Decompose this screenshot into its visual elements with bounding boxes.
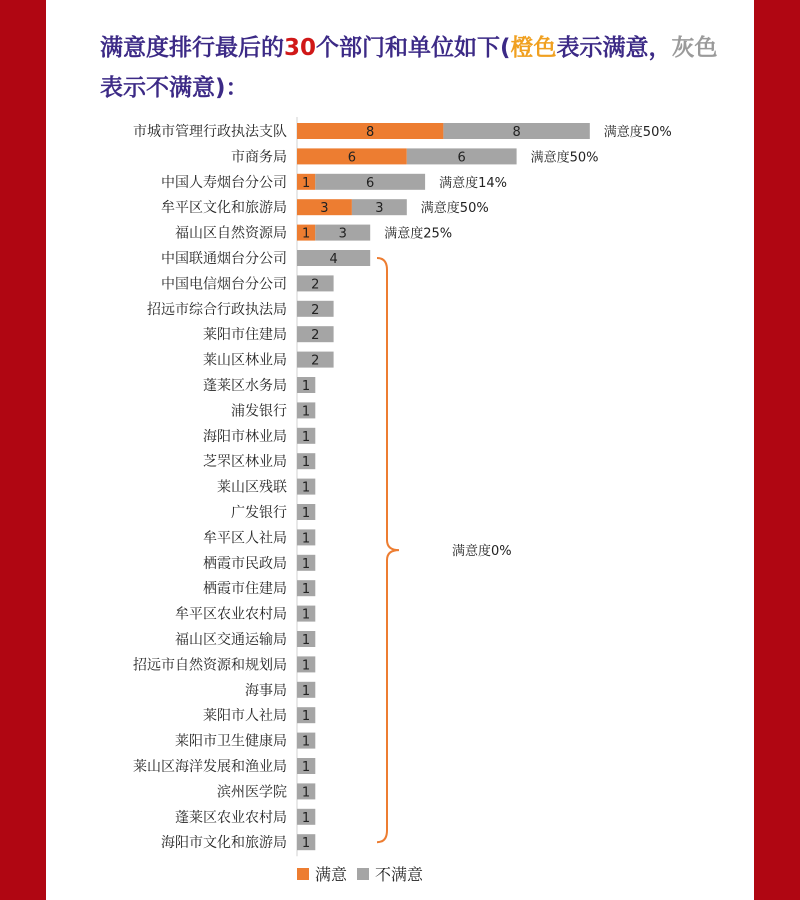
category-label: 莱阳市人社局 [203, 708, 287, 725]
category-label: 市商务局 [231, 149, 287, 166]
category-label: 海事局 [245, 682, 287, 699]
legend-swatch-unsatisfied [357, 868, 369, 880]
category-label: 莱山区林业局 [203, 352, 287, 369]
legend-label-unsatisfied: 不满意 [375, 865, 424, 884]
data-label-unsatisfied: 1 [301, 810, 311, 826]
legend-swatch-satisfied [297, 868, 309, 880]
data-label-satisfied: 1 [302, 175, 311, 191]
data-label-unsatisfied: 1 [301, 785, 311, 801]
title-count: 30 [284, 35, 317, 61]
data-label-unsatisfied: 6 [366, 175, 375, 191]
data-label-unsatisfied: 1 [301, 556, 311, 572]
category-label: 中国人寿烟台分公司 [161, 174, 287, 191]
category-label: 牟平区农业农村局 [175, 606, 287, 623]
title-part-4: 表示不满意)： [100, 75, 249, 101]
category-label: 莱阳市住建局 [203, 327, 287, 344]
category-label: 招远市自然资源和规划局 [133, 657, 287, 674]
data-label-unsatisfied: 1 [301, 658, 311, 674]
data-label-unsatisfied: 1 [301, 531, 311, 547]
data-label-unsatisfied: 1 [301, 404, 311, 420]
data-label-satisfied: 1 [302, 226, 311, 242]
category-label: 牟平区人社局 [203, 530, 287, 547]
data-label-unsatisfied: 1 [301, 836, 311, 852]
category-label: 莱山区海洋发展和渔业局 [133, 759, 287, 775]
category-label: 芝罘区林业局 [203, 454, 287, 471]
category-label: 福山区交通运输局 [175, 632, 287, 648]
data-label-satisfied: 3 [320, 201, 329, 217]
group-annotation: 满意度0% [452, 544, 512, 560]
category-label: 莱阳市卫生健康局 [175, 733, 287, 750]
satisfaction-annotation: 满意度25% [384, 226, 453, 242]
data-label-unsatisfied: 1 [301, 379, 311, 394]
data-label-unsatisfied: 2 [311, 353, 320, 369]
satisfaction-annotation: 满意度50% [530, 150, 599, 166]
data-label-unsatisfied: 3 [375, 201, 384, 217]
title-grey-word: 灰色 [671, 35, 718, 61]
data-label-unsatisfied: 1 [301, 709, 311, 725]
legend-label-satisfied: 满意 [315, 865, 348, 884]
data-label-unsatisfied: 2 [311, 302, 320, 318]
category-label: 栖霞市民政局 [203, 555, 287, 572]
data-label-unsatisfied: 8 [512, 125, 521, 140]
category-label: 莱山区残联 [217, 479, 287, 496]
satisfaction-annotation: 满意度50% [420, 201, 489, 217]
satisfaction-annotation: 满意度14% [439, 175, 508, 191]
data-label-unsatisfied: 6 [457, 150, 466, 166]
data-label-unsatisfied: 2 [311, 277, 320, 293]
data-label-unsatisfied: 1 [301, 429, 311, 445]
category-label: 蓬莱区水务局 [203, 378, 287, 394]
data-label-unsatisfied: 1 [301, 633, 311, 648]
title-part-1: 满意度排行最后的 [100, 35, 284, 61]
title-orange-word: 橙色 [510, 35, 557, 61]
data-label-unsatisfied: 3 [338, 226, 347, 242]
category-label: 广发银行 [231, 505, 287, 521]
category-label: 福山区自然资源局 [175, 225, 287, 242]
category-label: 中国电信烟台分公司 [161, 276, 287, 293]
data-label-satisfied: 6 [347, 150, 357, 166]
data-label-unsatisfied: 4 [329, 252, 338, 267]
satisfaction-annotation: 满意度50% [603, 125, 672, 140]
category-label: 市城市管理行政执法支队 [133, 124, 287, 140]
data-label-unsatisfied: 2 [311, 328, 320, 344]
data-label-unsatisfied: 1 [301, 607, 311, 623]
data-label-satisfied: 8 [366, 125, 375, 140]
data-label-unsatisfied: 1 [301, 455, 311, 471]
category-label: 滨州医学院 [217, 784, 287, 801]
category-label: 牟平区文化和旅游局 [161, 200, 287, 217]
data-label-unsatisfied: 1 [301, 506, 311, 521]
data-label-unsatisfied: 1 [301, 582, 311, 598]
category-label: 中国联通烟台分公司 [161, 251, 287, 267]
data-label-unsatisfied: 1 [301, 734, 311, 750]
category-label: 浦发银行 [231, 403, 287, 420]
category-label: 栖霞市住建局 [203, 581, 287, 598]
category-label: 海阳市林业局 [203, 428, 287, 445]
data-label-unsatisfied: 1 [301, 683, 311, 699]
data-label-unsatisfied: 1 [301, 760, 311, 775]
title-part-3: 表示满意， [556, 35, 672, 61]
category-label: 招远市综合行政执法局 [147, 301, 287, 318]
group-bracket [377, 258, 399, 842]
category-label: 海阳市文化和旅游局 [161, 835, 287, 852]
category-label: 蓬莱区农业农村局 [175, 809, 287, 826]
data-label-unsatisfied: 1 [301, 480, 311, 496]
title-part-2: 个部门和单位如下( [316, 35, 511, 61]
